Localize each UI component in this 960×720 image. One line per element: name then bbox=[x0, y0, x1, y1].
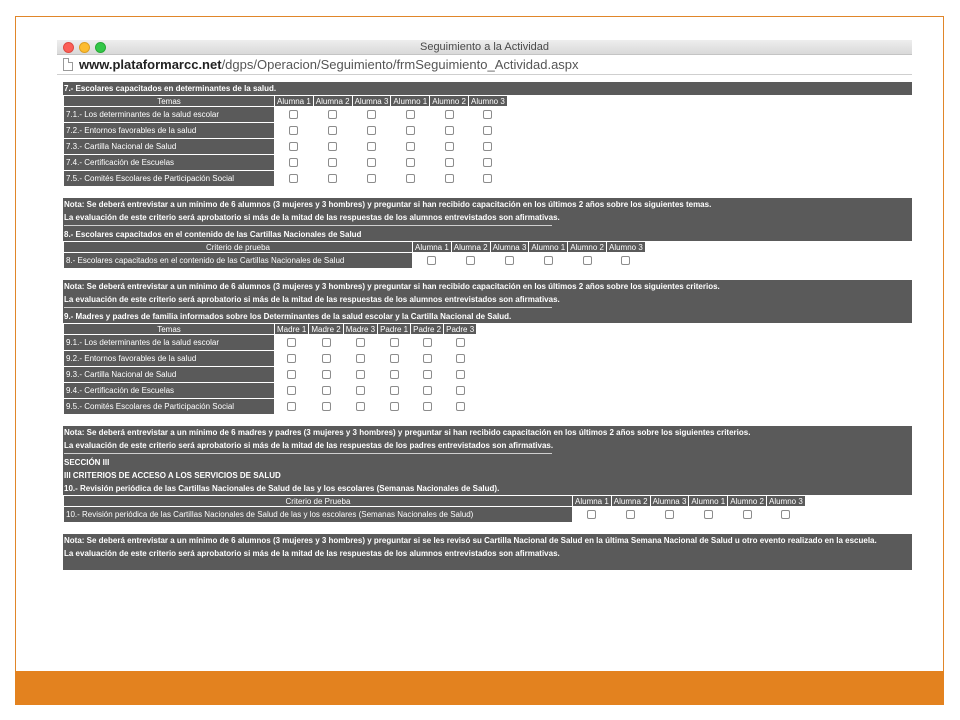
checkbox-cell bbox=[309, 367, 342, 382]
answer-checkbox[interactable] bbox=[587, 510, 596, 519]
section-10-spacer bbox=[63, 560, 912, 570]
answer-checkbox[interactable] bbox=[483, 142, 492, 151]
column-header: Temas bbox=[64, 324, 274, 334]
checkbox-table bbox=[63, 323, 477, 415]
column-header: Alumna 1 bbox=[415, 242, 449, 252]
section-3-heading: III CRITERIOS DE ACCESO A LOS SERVICIOS DE SALUD bbox=[63, 469, 912, 482]
answer-checkbox[interactable] bbox=[367, 142, 376, 151]
answer-checkbox[interactable] bbox=[445, 126, 454, 135]
page-icon bbox=[63, 58, 73, 71]
answer-checkbox[interactable] bbox=[289, 126, 298, 135]
answer-checkbox[interactable] bbox=[423, 386, 432, 395]
answer-checkbox[interactable] bbox=[390, 402, 399, 411]
answer-checkbox[interactable] bbox=[356, 354, 365, 363]
answer-checkbox[interactable] bbox=[390, 338, 399, 347]
slide-footer-bar bbox=[15, 671, 944, 705]
answer-checkbox[interactable] bbox=[406, 142, 415, 151]
checkbox-cell bbox=[612, 507, 650, 522]
row-label: 9.2.- Entornos favorables de la salud bbox=[64, 351, 274, 366]
checkbox-cell bbox=[573, 507, 611, 522]
checkbox-cell bbox=[314, 139, 352, 154]
checkbox-cell bbox=[344, 383, 377, 398]
checkbox-cell bbox=[314, 155, 352, 170]
answer-checkbox[interactable] bbox=[356, 370, 365, 379]
column-header: Alumno 2 bbox=[432, 96, 466, 106]
answer-checkbox[interactable] bbox=[287, 338, 296, 347]
section-8-note: Nota: Se deberá entrevistar a un mínimo de 6 alumnos (3 mujeres y 3 hombres) y preguntar si han recibido capacitación en los últimos 2 años sobre los siguientes criterios. bbox=[63, 280, 912, 293]
column-header: Alumna 3 bbox=[354, 96, 389, 106]
column-header: Alumna 2 bbox=[315, 96, 350, 106]
checkbox-cell bbox=[275, 139, 313, 154]
checkbox-cell bbox=[767, 507, 805, 522]
section-7-note: Nota: Se deberá entrevistar a un mínimo de 6 alumnos (3 mujeres y 3 hombres) y preguntar si han recibido capacitación en los últimos 2 años sobre los siguientes temas. bbox=[63, 198, 912, 211]
answer-checkbox[interactable] bbox=[483, 126, 492, 135]
checkbox-cell bbox=[391, 123, 429, 138]
url-text[interactable] bbox=[79, 57, 579, 72]
answer-checkbox[interactable] bbox=[328, 174, 337, 183]
checkbox-cell bbox=[378, 367, 410, 382]
answer-checkbox[interactable] bbox=[287, 402, 296, 411]
checkbox-cell bbox=[469, 155, 507, 170]
table-row bbox=[64, 253, 645, 268]
section-8-title: 8.- Escolares capacitados en el contenido de las Cartillas Nacionales de Salud bbox=[63, 228, 912, 241]
checkbox-cell bbox=[469, 123, 507, 138]
column-header: Alumna 3 bbox=[492, 242, 527, 252]
checkbox-cell bbox=[444, 351, 476, 366]
answer-checkbox[interactable] bbox=[367, 174, 376, 183]
row-label: 9.3.- Cartilla Nacional de Salud bbox=[64, 367, 274, 382]
answer-checkbox[interactable] bbox=[483, 110, 492, 119]
checkbox-table bbox=[63, 495, 806, 523]
table-header-row bbox=[64, 324, 476, 334]
checkbox-cell bbox=[378, 383, 410, 398]
answer-checkbox[interactable] bbox=[289, 158, 298, 167]
checkbox-cell bbox=[344, 335, 377, 350]
answer-checkbox[interactable] bbox=[456, 370, 465, 379]
checkbox-cell bbox=[275, 367, 308, 382]
divider bbox=[63, 306, 912, 310]
checkbox-cell bbox=[728, 507, 766, 522]
answer-checkbox[interactable] bbox=[456, 386, 465, 395]
divider bbox=[63, 452, 912, 456]
answer-checkbox[interactable] bbox=[423, 354, 432, 363]
column-header: Alumno 3 bbox=[768, 496, 803, 506]
answer-checkbox[interactable] bbox=[289, 142, 298, 151]
answer-checkbox[interactable] bbox=[781, 510, 790, 519]
table-header-row bbox=[64, 242, 645, 252]
checkbox-cell bbox=[413, 253, 451, 268]
answer-checkbox[interactable] bbox=[406, 110, 415, 119]
url-path: /dgps/Operacion/Seguimiento/frmSeguimiento_Actividad.aspx bbox=[221, 57, 579, 72]
checkbox-cell bbox=[444, 367, 476, 382]
answer-checkbox[interactable] bbox=[583, 256, 592, 265]
answer-checkbox[interactable] bbox=[743, 510, 752, 519]
answer-checkbox[interactable] bbox=[322, 386, 331, 395]
answer-checkbox[interactable] bbox=[356, 338, 365, 347]
row-label: 7.4.- Certificación de Escuelas bbox=[64, 155, 274, 170]
answer-checkbox[interactable] bbox=[367, 126, 376, 135]
answer-checkbox[interactable] bbox=[445, 158, 454, 167]
checkbox-cell bbox=[378, 399, 410, 414]
column-header: Alumna 2 bbox=[453, 242, 488, 252]
answer-checkbox[interactable] bbox=[390, 370, 399, 379]
checkbox-cell bbox=[391, 155, 429, 170]
answer-checkbox[interactable] bbox=[322, 338, 331, 347]
column-header: Madre 1 bbox=[277, 324, 307, 334]
table-row bbox=[64, 139, 507, 154]
section-7-table bbox=[63, 95, 912, 187]
section-10-table bbox=[63, 495, 912, 523]
column-header: Criterio de prueba bbox=[64, 242, 412, 252]
answer-checkbox[interactable] bbox=[505, 256, 514, 265]
checkbox-cell bbox=[411, 383, 443, 398]
checkbox-cell bbox=[314, 107, 352, 122]
column-header: Alumno 2 bbox=[730, 496, 764, 506]
table-header-row bbox=[64, 96, 507, 106]
answer-checkbox[interactable] bbox=[445, 142, 454, 151]
window-titlebar bbox=[57, 40, 912, 55]
checkbox-cell bbox=[275, 171, 313, 186]
checkbox-cell bbox=[430, 139, 468, 154]
checkbox-cell bbox=[444, 383, 476, 398]
checkbox-cell bbox=[411, 399, 443, 414]
checkbox-cell bbox=[689, 507, 727, 522]
answer-checkbox[interactable] bbox=[423, 370, 432, 379]
answer-checkbox[interactable] bbox=[367, 110, 376, 119]
answer-checkbox[interactable] bbox=[322, 402, 331, 411]
checkbox-cell bbox=[344, 351, 377, 366]
answer-checkbox[interactable] bbox=[328, 126, 337, 135]
checkbox-cell bbox=[378, 351, 410, 366]
answer-checkbox[interactable] bbox=[322, 354, 331, 363]
address-bar[interactable] bbox=[57, 56, 912, 75]
table-row bbox=[64, 399, 476, 414]
checkbox-cell bbox=[378, 335, 410, 350]
checkbox-cell bbox=[309, 335, 342, 350]
checkbox-cell bbox=[651, 507, 689, 522]
answer-checkbox[interactable] bbox=[356, 386, 365, 395]
checkbox-cell bbox=[353, 171, 391, 186]
section-10-criteria: La evaluación de este criterio será aprobatorio si más de la mitad de las respuestas de los alumnos entrevistados son afirmativas. bbox=[63, 547, 912, 560]
row-label: 9.1.- Los determinantes de la salud escolar bbox=[64, 335, 274, 350]
section-9-note: Nota: Se deberá entrevistar a un mínimo de 6 madres y padres (3 mujeres y 3 hombres) y preguntar si han recibido capacitación en los últimos 2 años sobre los siguientes criterios. bbox=[63, 426, 912, 439]
column-header: Alumno 2 bbox=[570, 242, 604, 252]
checkbox-cell bbox=[275, 123, 313, 138]
answer-checkbox[interactable] bbox=[445, 174, 454, 183]
row-label: 7.5.- Comités Escolares de Participación Social bbox=[64, 171, 274, 186]
section-9-title: 9.- Madres y padres de familia informados sobre los Determinantes de la salud escolar y la Cartilla Nacional de Salud. bbox=[63, 310, 912, 323]
checkbox-cell bbox=[430, 171, 468, 186]
answer-checkbox[interactable] bbox=[328, 158, 337, 167]
checkbox-cell bbox=[391, 171, 429, 186]
row-label: 7.2.- Entornos favorables de la salud bbox=[64, 123, 274, 138]
section-7-criteria: La evaluación de este criterio será aprobatorio si más de la mitad de las respuestas de los alumnos entrevistados son afirmativas. bbox=[63, 211, 912, 224]
column-header: Padre 3 bbox=[446, 324, 475, 334]
answer-checkbox[interactable] bbox=[328, 142, 337, 151]
checkbox-cell bbox=[353, 123, 391, 138]
column-header: Alumna 1 bbox=[575, 496, 609, 506]
section-8-criteria: La evaluación de este criterio será aprobatorio si más de la mitad de las respuestas de los alumnos entrevistados son afirmativas. bbox=[63, 293, 912, 306]
checkbox-cell bbox=[314, 171, 352, 186]
table-row bbox=[64, 383, 476, 398]
column-header: Alumno 3 bbox=[608, 242, 643, 252]
checkbox-cell bbox=[309, 399, 342, 414]
checkbox-cell bbox=[568, 253, 606, 268]
checkbox-cell bbox=[275, 107, 313, 122]
answer-checkbox[interactable] bbox=[423, 338, 432, 347]
answer-checkbox[interactable] bbox=[665, 510, 674, 519]
table-header-row bbox=[64, 496, 805, 506]
checkbox-cell bbox=[430, 107, 468, 122]
section-10-note: Nota: Se deberá entrevistar a un mínimo de 6 alumnos (3 mujeres y 3 hombres) y preguntar si se les revisó su Cartilla Nacional de Salud en la última Semana Nacional de Salud u otro evento realizado en la escuela. bbox=[63, 534, 912, 547]
section-8-table bbox=[63, 241, 912, 269]
checkbox-cell bbox=[275, 383, 308, 398]
answer-checkbox[interactable] bbox=[445, 110, 454, 119]
answer-checkbox[interactable] bbox=[322, 370, 331, 379]
checkbox-cell bbox=[353, 107, 391, 122]
section-3-label: SECCIÓN III bbox=[63, 456, 912, 469]
column-header: Madre 2 bbox=[311, 324, 341, 334]
checkbox-cell bbox=[411, 351, 443, 366]
answer-checkbox[interactable] bbox=[287, 354, 296, 363]
browser-window bbox=[57, 40, 912, 656]
answer-checkbox[interactable] bbox=[367, 158, 376, 167]
answer-checkbox[interactable] bbox=[456, 338, 465, 347]
checkbox-cell bbox=[344, 399, 377, 414]
section-9-criteria: La evaluación de este criterio será aprobatorio si más de la mitad de las respuestas de los padres entrevistados son afirmativas. bbox=[63, 439, 912, 452]
answer-checkbox[interactable] bbox=[456, 402, 465, 411]
answer-checkbox[interactable] bbox=[704, 510, 713, 519]
section-9-table bbox=[63, 323, 912, 415]
answer-checkbox[interactable] bbox=[466, 256, 475, 265]
answer-checkbox[interactable] bbox=[423, 402, 432, 411]
answer-checkbox[interactable] bbox=[406, 126, 415, 135]
checkbox-cell bbox=[452, 253, 490, 268]
checkbox-cell bbox=[275, 351, 308, 366]
column-header: Temas bbox=[64, 96, 274, 106]
answer-checkbox[interactable] bbox=[356, 402, 365, 411]
table-row bbox=[64, 155, 507, 170]
checkbox-cell bbox=[529, 253, 567, 268]
column-header: Alumno 1 bbox=[691, 496, 726, 506]
checkbox-cell bbox=[430, 155, 468, 170]
table-row bbox=[64, 123, 507, 138]
checkbox-cell bbox=[309, 351, 342, 366]
column-header: Criterio de Prueba bbox=[64, 496, 572, 506]
checkbox-cell bbox=[391, 139, 429, 154]
page-content bbox=[63, 82, 912, 570]
answer-checkbox[interactable] bbox=[289, 110, 298, 119]
section-10-title: 10.- Revisión periódica de las Cartillas Nacionales de Salud de las y los escolares (Semanas Nacionales de Salud). bbox=[63, 482, 912, 495]
checkbox-cell bbox=[444, 399, 476, 414]
checkbox-cell bbox=[353, 139, 391, 154]
checkbox-table bbox=[63, 95, 508, 187]
checkbox-cell bbox=[430, 123, 468, 138]
row-label: 8.- Escolares capacitados en el contenido de las Cartillas Nacionales de Salud bbox=[64, 253, 412, 268]
checkbox-cell bbox=[275, 399, 308, 414]
checkbox-cell bbox=[344, 367, 377, 382]
answer-checkbox[interactable] bbox=[456, 354, 465, 363]
table-row bbox=[64, 351, 476, 366]
checkbox-cell bbox=[309, 383, 342, 398]
row-label: 9.4.- Certificación de Escuelas bbox=[64, 383, 274, 398]
column-header: Alumna 1 bbox=[277, 96, 311, 106]
row-label: 9.5.- Comités Escolares de Participación Social bbox=[64, 399, 274, 414]
window-title: Seguimiento a la Actividad bbox=[419, 41, 550, 53]
answer-checkbox[interactable] bbox=[406, 174, 415, 183]
checkbox-cell bbox=[444, 335, 476, 350]
checkbox-cell bbox=[469, 171, 507, 186]
checkbox-cell bbox=[353, 155, 391, 170]
column-header: Alumna 3 bbox=[652, 496, 687, 506]
checkbox-cell bbox=[275, 155, 313, 170]
table-row bbox=[64, 367, 476, 382]
answer-checkbox[interactable] bbox=[328, 110, 337, 119]
table-row bbox=[64, 335, 476, 350]
divider bbox=[63, 224, 912, 228]
answer-checkbox[interactable] bbox=[427, 256, 436, 265]
column-header: Alumno 3 bbox=[470, 96, 505, 106]
column-header: Alumno 1 bbox=[531, 242, 566, 252]
checkbox-cell bbox=[491, 253, 529, 268]
table-row bbox=[64, 171, 507, 186]
table-row bbox=[64, 507, 805, 522]
answer-checkbox[interactable] bbox=[483, 174, 492, 183]
checkbox-table bbox=[63, 241, 646, 269]
answer-checkbox[interactable] bbox=[483, 158, 492, 167]
checkbox-cell bbox=[469, 139, 507, 154]
section-7-title: 7.- Escolares capacitados en determinantes de la salud. bbox=[63, 82, 912, 95]
row-label: 7.1.- Los determinantes de la salud escolar bbox=[64, 107, 274, 122]
checkbox-cell bbox=[275, 335, 308, 350]
column-header: Padre 2 bbox=[413, 324, 442, 334]
answer-checkbox[interactable] bbox=[406, 158, 415, 167]
column-header: Alumno 1 bbox=[393, 96, 428, 106]
answer-checkbox[interactable] bbox=[626, 510, 635, 519]
row-label: 10.- Revisión periódica de las Cartillas Nacionales de Salud de las y los escolares (Semanas Nacionales de Salud) bbox=[64, 507, 572, 522]
answer-checkbox[interactable] bbox=[544, 256, 553, 265]
column-header: Alumna 2 bbox=[613, 496, 648, 506]
checkbox-cell bbox=[469, 107, 507, 122]
answer-checkbox[interactable] bbox=[390, 354, 399, 363]
url-host: www.plataformarcc.net bbox=[79, 57, 222, 72]
column-header: Madre 3 bbox=[345, 324, 376, 334]
answer-checkbox[interactable] bbox=[390, 386, 399, 395]
column-header: Padre 1 bbox=[380, 324, 409, 334]
checkbox-cell bbox=[607, 253, 645, 268]
answer-checkbox[interactable] bbox=[621, 256, 630, 265]
row-label: 7.3.- Cartilla Nacional de Salud bbox=[64, 139, 274, 154]
table-row bbox=[64, 107, 507, 122]
checkbox-cell bbox=[391, 107, 429, 122]
checkbox-cell bbox=[314, 123, 352, 138]
answer-checkbox[interactable] bbox=[287, 386, 296, 395]
answer-checkbox[interactable] bbox=[289, 174, 298, 183]
answer-checkbox[interactable] bbox=[287, 370, 296, 379]
checkbox-cell bbox=[411, 367, 443, 382]
checkbox-cell bbox=[411, 335, 443, 350]
